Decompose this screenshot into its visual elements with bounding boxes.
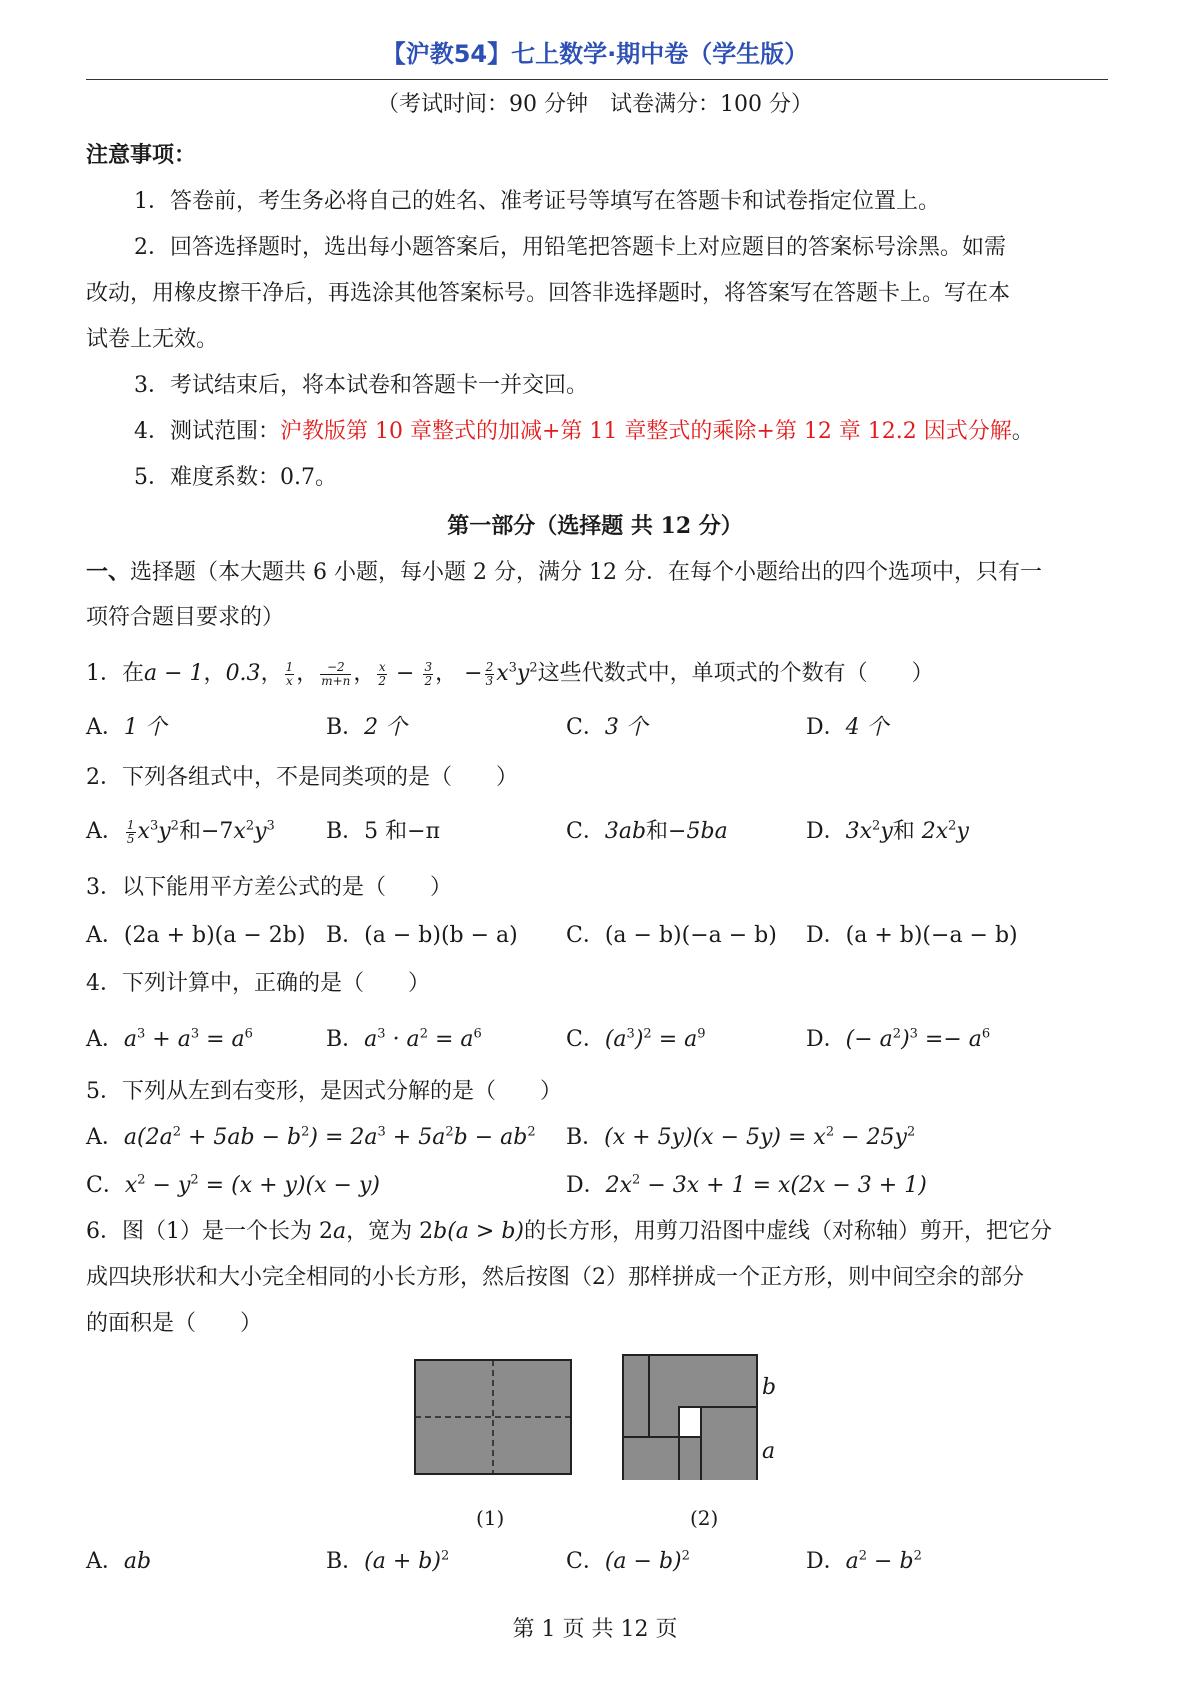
q1-var-x: x xyxy=(496,661,509,686)
option-value: 2 个 xyxy=(364,715,408,740)
exp: 2 xyxy=(190,1172,199,1188)
question-4-stem: 4．下列计算中，正确的是（ ） xyxy=(86,971,430,996)
section-number: 一、 xyxy=(86,559,131,585)
exp: 3 xyxy=(909,1026,918,1042)
option-label: B． xyxy=(566,1125,605,1150)
notice-item-4-prefix: 4．测试范围： xyxy=(134,419,280,444)
expr: ) xyxy=(634,1027,644,1052)
option-label: C． xyxy=(566,715,605,740)
question-6-stem xyxy=(86,1216,1052,1248)
q1-sep: ， xyxy=(353,661,376,686)
section-intro-cont: 项符合题目要求的） xyxy=(86,605,285,630)
q6-option-a[interactable] xyxy=(86,1546,151,1578)
q1-sep: ， xyxy=(435,661,458,686)
expr: + 5a xyxy=(385,1125,446,1150)
q5-option-c[interactable] xyxy=(86,1170,380,1202)
notice-item-2-end: 试卷上无效。 xyxy=(86,327,219,352)
q3-option-a[interactable]: A．(2a + b)(a − 2b) xyxy=(86,923,306,948)
q6-option-c[interactable] xyxy=(566,1546,690,1578)
expr: (x + 5y)(x − 5y) = x xyxy=(604,1125,826,1150)
q1-fraction-5 xyxy=(485,661,495,688)
q1-f4-den: 2 xyxy=(424,673,433,688)
exp: 2 xyxy=(301,1124,310,1140)
option-label: C． xyxy=(566,1549,605,1574)
option-value: (a + b) xyxy=(364,1549,441,1574)
option-label: D． xyxy=(806,819,846,844)
q2-option-c[interactable] xyxy=(566,816,728,848)
exp: 3 xyxy=(190,1026,200,1042)
option-label: A． xyxy=(86,1549,124,1574)
q6-figures xyxy=(410,1350,790,1480)
q1-fraction-3 xyxy=(377,661,387,688)
section-intro xyxy=(86,556,1042,589)
exam-info: （考试时间：90 分钟 试卷满分：100 分） xyxy=(377,92,813,117)
q3-option-c[interactable]: C．(a − b)(−a − b) xyxy=(566,923,777,948)
q2-a-y2: y xyxy=(254,819,267,844)
q2-c-v1: 3ab xyxy=(604,819,647,844)
expr: ) = 2a xyxy=(309,1125,378,1150)
expr: + 5ab − b xyxy=(180,1125,302,1150)
q2-option-b[interactable]: B．5 和−π xyxy=(326,819,441,844)
q4-option-d[interactable] xyxy=(806,1024,990,1056)
notice-item-3: 3．考试结束后，将本试卷和答题卡一并交回。 xyxy=(134,373,588,398)
q1-minus: − xyxy=(389,661,422,686)
q1-fraction-1 xyxy=(285,661,295,688)
q6-var-b: b xyxy=(433,1219,448,1244)
q1-f2-num: −2 xyxy=(320,661,351,675)
expr: =− a xyxy=(917,1027,982,1052)
q6-condition: (a > b) xyxy=(447,1219,525,1244)
notice-item-1: 1．答卷前，考生务必将自己的姓名、准考证号等填写在答题卡和试卷指定位置上。 xyxy=(134,189,940,214)
option-label: C． xyxy=(566,819,605,844)
q1-option-b[interactable] xyxy=(326,712,407,744)
expr: = a xyxy=(651,1027,698,1052)
option-label: D． xyxy=(806,715,846,740)
q1-sep: ， xyxy=(296,661,319,686)
notice-item-5: 5．难度系数：0.7。 xyxy=(134,465,337,490)
label-a: a xyxy=(762,1439,776,1464)
expr: b − ab xyxy=(453,1125,528,1150)
exp: 2 xyxy=(440,1548,450,1564)
part1-title: 第一部分（选择题 共 12 分） xyxy=(447,513,743,539)
figure-1-caption: (1) xyxy=(476,1506,505,1530)
q2-option-d[interactable] xyxy=(806,816,969,848)
q1-f4-num: 3 xyxy=(424,659,433,674)
exp: 2 xyxy=(172,1124,181,1140)
q2-a-num: 1 xyxy=(126,817,135,832)
q2-a-den: 5 xyxy=(126,831,135,846)
exp: 3 xyxy=(377,1026,386,1042)
exp: 2 xyxy=(948,818,957,834)
exp: 2 xyxy=(825,1124,835,1140)
q6-text: ，宽为 2 xyxy=(346,1219,434,1244)
question-5-stem: 5．下列从左到右变形，是因式分解的是（ ） xyxy=(86,1079,562,1104)
exp: 6 xyxy=(473,1026,482,1042)
q2-c-and: 和− xyxy=(646,819,687,844)
expr: x xyxy=(124,1173,138,1198)
q1-term-2: 0.3 xyxy=(225,661,261,686)
q2-a-x2: x xyxy=(233,819,246,844)
option-label: D． xyxy=(806,1549,846,1574)
notice-item-2: 2．回答选择题时，选出每小题答案后，用铅笔把答题卡上对应题目的答案标号涂黑。如需 xyxy=(134,235,1007,260)
expr: − 3x + 1 = x(2x − 3 + 1) xyxy=(640,1173,927,1198)
option-label: C． xyxy=(566,1027,605,1052)
q2-a-x: x xyxy=(137,819,150,844)
option-label: B． xyxy=(326,1027,365,1052)
question-6-stem-cont: 成四块形状和大小完全相同的小长方形，然后按图（2）那样拼成一个正方形，则中间空余的部分 xyxy=(86,1265,1025,1290)
option-value: a xyxy=(845,1549,859,1574)
expr: (a xyxy=(604,1027,627,1052)
test-scope: 沪教版第 10 章整式的加减+第 11 章整式的乘除+第 12 章 12.2 因式分解 xyxy=(280,419,1012,444)
section-text: 选择题（本大题共 6 小题，每小题 2 分，满分 12 分．在每个小题给出的四个选项中，只有一 xyxy=(130,560,1042,585)
q5-option-a[interactable] xyxy=(86,1122,536,1154)
expr: · a xyxy=(385,1027,420,1052)
q3-option-d[interactable]: D．(a + b)(−a − b) xyxy=(806,923,1018,948)
exp: 2 xyxy=(137,1172,146,1188)
q5-option-d[interactable] xyxy=(566,1170,927,1202)
exp: 2 xyxy=(245,818,255,834)
q1-f5-den: 3 xyxy=(485,673,494,688)
q1-term-1: a − 1 xyxy=(144,661,204,686)
q1-f2-den: m+n xyxy=(321,673,351,688)
question-2-stem: 2．下列各组式中，不是同类项的是（ ） xyxy=(86,765,518,790)
q2-a-and: 和−7 xyxy=(178,819,234,844)
expr: a xyxy=(364,1027,378,1052)
q1-f1-num: 1 xyxy=(285,659,294,674)
q2-c-v2: 5ba xyxy=(686,819,728,844)
q1-neg: − xyxy=(457,661,483,686)
q1-sep: ， xyxy=(203,661,226,686)
q6-text: 6．图（1）是一个长为 2 xyxy=(86,1219,333,1244)
exp: 3 xyxy=(626,1026,635,1042)
expr: = (x + y)(x − y) xyxy=(198,1173,380,1198)
q4-option-a[interactable] xyxy=(86,1024,253,1056)
q2-option-a[interactable] xyxy=(86,816,275,848)
option-value: − b xyxy=(867,1549,914,1574)
q2-d-b: y xyxy=(880,819,893,844)
page-footer: 第 1 页 共 12 页 xyxy=(512,1617,678,1642)
q1-prefix: 1．在 xyxy=(86,661,144,686)
q5-option-b[interactable] xyxy=(566,1122,915,1154)
q1-option-d[interactable] xyxy=(806,712,889,744)
figure-2-square xyxy=(623,1355,757,1480)
q1-fraction-2 xyxy=(320,661,351,688)
exp: 2 xyxy=(445,1124,454,1140)
option-label: A． xyxy=(86,715,124,740)
center-gap xyxy=(679,1407,701,1437)
exp: 3 xyxy=(377,1124,386,1140)
figure-2-caption: (2) xyxy=(690,1506,719,1530)
exp: 2 xyxy=(419,1026,428,1042)
exp: 2 xyxy=(632,1172,641,1188)
exp: 2 xyxy=(170,818,179,834)
question-3-stem: 3．以下能用平方差公式的是（ ） xyxy=(86,875,452,900)
notice-item-4-suffix: 。 xyxy=(1011,419,1034,444)
q3-option-b[interactable]: B．(a − b)(b − a) xyxy=(326,923,518,948)
exp: 2 xyxy=(906,1124,916,1140)
exp: 2 xyxy=(681,1548,690,1564)
expr: + a xyxy=(145,1027,191,1052)
q2-d-d: y xyxy=(956,819,969,844)
expr: a xyxy=(123,1027,138,1052)
question-1-stem xyxy=(86,658,934,690)
exp: 2 xyxy=(892,1026,902,1042)
option-label: A． xyxy=(86,819,124,844)
document-header: 【沪教54】七上数学·期中卷（学生版） xyxy=(381,40,809,68)
q1-sep: ， xyxy=(260,661,283,686)
q6-option-d[interactable] xyxy=(806,1546,922,1578)
figure-1-rectangle xyxy=(415,1360,571,1474)
option-value: ab xyxy=(123,1549,152,1574)
q1-exp: 3 xyxy=(508,660,517,676)
expr: 2x xyxy=(605,1173,633,1198)
expr: a(2a xyxy=(123,1125,173,1150)
q2-d-and: 和 xyxy=(892,819,922,844)
exp: 2 xyxy=(913,1548,922,1564)
q2-a-fraction xyxy=(126,819,136,846)
q2-d-a: 3x xyxy=(845,819,873,844)
exp: 3 xyxy=(266,818,275,834)
q1-f3-num: x xyxy=(378,659,386,674)
option-label: C． xyxy=(86,1173,125,1198)
q1-exp: 2 xyxy=(529,660,538,676)
label-b: b xyxy=(762,1375,777,1400)
expr: − 25y xyxy=(834,1125,907,1150)
expr: ) xyxy=(901,1027,910,1052)
expr: − y xyxy=(145,1173,191,1198)
option-value: (a − b) xyxy=(604,1549,682,1574)
notice-heading: 注意事项： xyxy=(86,143,197,168)
q2-a-y: y xyxy=(158,819,171,844)
q1-f3-den: 2 xyxy=(378,673,387,688)
q6-text: 的长方形，用剪刀沿图中虚线（对称轴）剪开，把它分 xyxy=(524,1219,1053,1244)
exp: 6 xyxy=(244,1026,253,1042)
option-label: A． xyxy=(86,1125,124,1150)
q4-option-b[interactable] xyxy=(326,1024,482,1056)
header-divider xyxy=(86,79,1108,80)
option-value: 3 个 xyxy=(604,715,648,740)
notice-item-4 xyxy=(134,416,1034,448)
exp: 2 xyxy=(858,1548,868,1564)
expr: (− a xyxy=(845,1027,893,1052)
option-label: B． xyxy=(326,715,365,740)
option-label: A． xyxy=(86,1027,124,1052)
q1-suffix: 这些代数式中，单项式的个数有（ ） xyxy=(537,661,934,686)
exp: 2 xyxy=(527,1124,536,1140)
notice-item-2-cont: 改动，用橡皮擦干净后，再选涂其他答案标号。回答非选择题时，将答案写在答题卡上。写在本 xyxy=(86,281,1011,306)
exp: 2 xyxy=(643,1026,652,1042)
q6-var-a: a xyxy=(333,1219,347,1244)
q1-option-a[interactable] xyxy=(86,712,167,744)
option-value: 4 个 xyxy=(845,715,889,740)
exp: 6 xyxy=(981,1026,991,1042)
exp: 3 xyxy=(149,818,159,834)
option-value: 1 个 xyxy=(123,715,167,740)
option-label: D． xyxy=(566,1173,606,1198)
q1-var-y: y xyxy=(516,661,530,686)
q2-d-c: 2x xyxy=(921,819,949,844)
q1-f1-den: x xyxy=(286,673,293,688)
option-label: B． xyxy=(326,1549,365,1574)
q1-fraction-4 xyxy=(423,661,433,688)
question-6-stem-end: 的面积是（ ） xyxy=(86,1311,263,1336)
exp: 2 xyxy=(872,818,881,834)
q4-option-c[interactable] xyxy=(566,1024,706,1056)
option-label: D． xyxy=(806,1027,846,1052)
exp: 9 xyxy=(697,1026,706,1042)
expr: = a xyxy=(427,1027,474,1052)
q6-option-b[interactable] xyxy=(326,1546,449,1578)
q1-option-c[interactable] xyxy=(566,712,648,744)
q1-f5-num: 2 xyxy=(485,659,494,674)
expr: = a xyxy=(199,1027,245,1052)
exp: 3 xyxy=(137,1026,146,1042)
